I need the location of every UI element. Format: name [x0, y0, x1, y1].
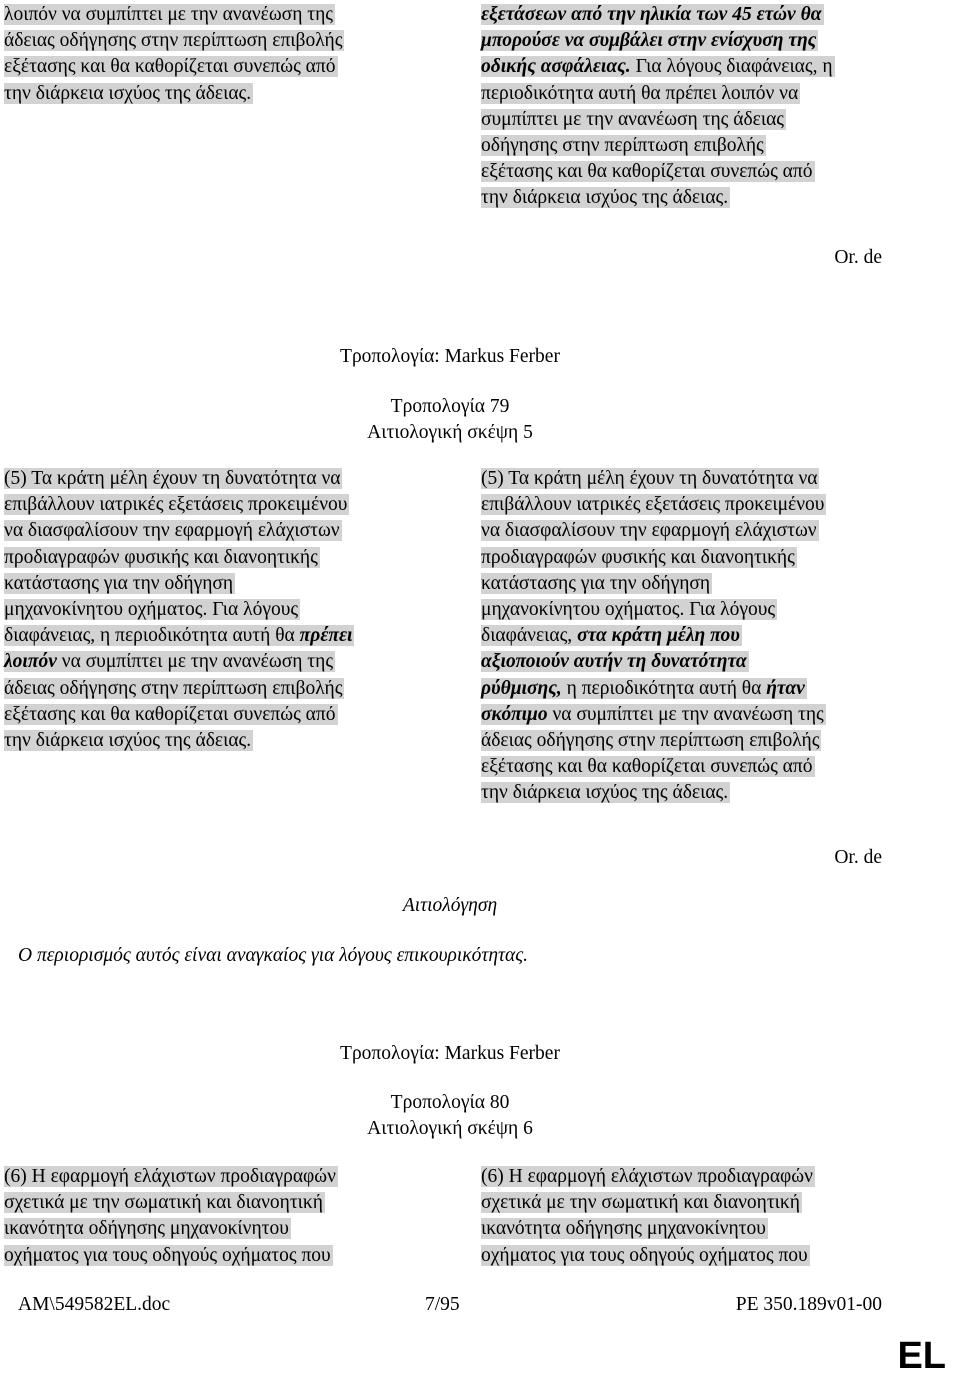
text-line: σχετικά με την σωματική και διανοητική [4, 1192, 323, 1214]
justification-text: Ο περιορισμός αυτός είναι αναγκαίος για λόγους επικουρικότητας. [18, 945, 529, 966]
text-line: περιοδικότητα αυτή θα πρέπει λοιπόν να [481, 82, 799, 104]
text-line: σχετικά με την σωματική και διανοητική [481, 1192, 800, 1214]
text-line: (6) Η εφαρμογή ελάχιστων προδιαγραφών [4, 1166, 336, 1187]
text-line: κατάστασης για την οδήγηση [4, 572, 234, 594]
text-line: να διασφαλίσουν την εφαρμογή ελάχιστων [481, 520, 817, 542]
commission-text-column [4, 466, 399, 754]
text-line: διαφάνειας, η περιοδικότητα αυτή θα πρέπει [4, 625, 353, 647]
text-line: λοιπόν να συμπίπτει με την ανανέωση της [4, 4, 334, 25]
text-line: εξέτασης και θα καθορίζεται συνεπώς από [4, 56, 336, 78]
text-line: ρύθμισης, η περιοδικότητα αυτή θα ήταν [481, 677, 805, 699]
text-line: συμπίπτει με την ανανέωση της άδειας [481, 108, 785, 130]
text-line: εξέτασης και θα καθορίζεται συνεπώς από [481, 756, 813, 778]
text-line: οχήματος για τους οδηγούς οχήματος που [4, 1244, 331, 1266]
text-line: οδικής ασφάλειας. Για λόγους διαφάνειας, η [481, 56, 833, 78]
amendment-text-column [481, 1164, 886, 1269]
top-left-column [4, 2, 399, 107]
amendment-recital: Αιτιολογική σκέψη 6 [367, 1118, 533, 1139]
text-line: μπορούσε να συμβάλει στην ενίσχυση της [481, 30, 817, 52]
amendment-text-column [481, 466, 886, 806]
amendment-tabler: Τροπολογία: Markus Ferber [340, 1043, 560, 1064]
footer-document-ref: AM\549582EL.doc [18, 1294, 171, 1315]
text-line: (5) Τα κράτη μέλη έχουν τη δυνατότητα να [4, 468, 341, 489]
text-line: άδειας οδήγησης στην περίπτωση επιβολής [481, 729, 820, 751]
amendment-number: Τροπολογία 80 [390, 1092, 510, 1113]
amendment-number: Τροπολογία 79 [390, 396, 510, 417]
original-language-label: Or. de [834, 847, 882, 868]
text-line: προδιαγραφών φυσικής και διανοητικής [481, 546, 795, 568]
text-line: άδειας οδήγησης στην περίπτωση επιβολής [4, 30, 343, 52]
text-line: ικανότητα οδήγησης μηχανοκίνητου [4, 1218, 289, 1240]
text-line: (6) Η εφαρμογή ελάχιστων προδιαγραφών [481, 1166, 813, 1187]
text-line: ικανότητα οδήγησης μηχανοκίνητου [481, 1218, 766, 1240]
footer-page-number: 7/95 [425, 1294, 460, 1315]
amendment-recital: Αιτιολογική σκέψη 5 [367, 422, 533, 443]
language-code: EL [897, 1335, 946, 1377]
text-line: μηχανοκίνητου οχήματος. Για λόγους [4, 598, 299, 620]
footer-pe-ref: PE 350.189v01-00 [735, 1294, 882, 1315]
text-line: προδιαγραφών φυσικής και διανοητικής [4, 546, 318, 568]
text-line: αξιοποιούν αυτήν τη δυνατότητα [481, 651, 747, 673]
top-right-column [481, 2, 886, 212]
text-line: διαφάνειας, στα κράτη μέλη που [481, 625, 740, 647]
text-line: την διάρκεια ισχύος της άδειας. [481, 187, 729, 209]
amendment-tabler: Τροπολογία: Markus Ferber [340, 346, 560, 367]
original-language-label: Or. de [834, 247, 882, 268]
commission-text-column [4, 1164, 399, 1269]
text-line: (5) Τα κράτη μέλη έχουν τη δυνατότητα να [481, 468, 818, 489]
text-line: άδειας οδήγησης στην περίπτωση επιβολής [4, 677, 343, 699]
text-line: την διάρκεια ισχύος της άδειας. [4, 82, 252, 104]
text-line: εξέτασης και θα καθορίζεται συνεπώς από [4, 703, 336, 725]
text-line: την διάρκεια ισχύος της άδειας. [481, 782, 729, 804]
text-line: οχήματος για τους οδηγούς οχήματος που [481, 1244, 808, 1266]
text-line: οδήγησης στην περίπτωση επιβολής [481, 134, 764, 156]
text-line: μηχανοκίνητου οχήματος. Για λόγους [481, 598, 776, 620]
text-line: κατάστασης για την οδήγηση [481, 572, 711, 594]
text-line: την διάρκεια ισχύος της άδειας. [4, 729, 252, 751]
text-line: επιβάλλουν ιατρικές εξετάσεις προκειμένου [481, 494, 825, 516]
text-line: σκόπιμο να συμπίπτει με την ανανέωση της [481, 703, 824, 725]
text-line: εξέτασης και θα καθορίζεται συνεπώς από [481, 161, 813, 183]
text-line: λοιπόν να συμπίπτει με την ανανέωση της [4, 651, 334, 673]
text-line: εξετάσεων από την ηλικία των 45 ετών θα [481, 4, 822, 25]
text-line: επιβάλλουν ιατρικές εξετάσεις προκειμένου [4, 494, 348, 516]
justification-heading: Αιτιολόγηση [402, 895, 498, 916]
text-line: να διασφαλίσουν την εφαρμογή ελάχιστων [4, 520, 340, 542]
